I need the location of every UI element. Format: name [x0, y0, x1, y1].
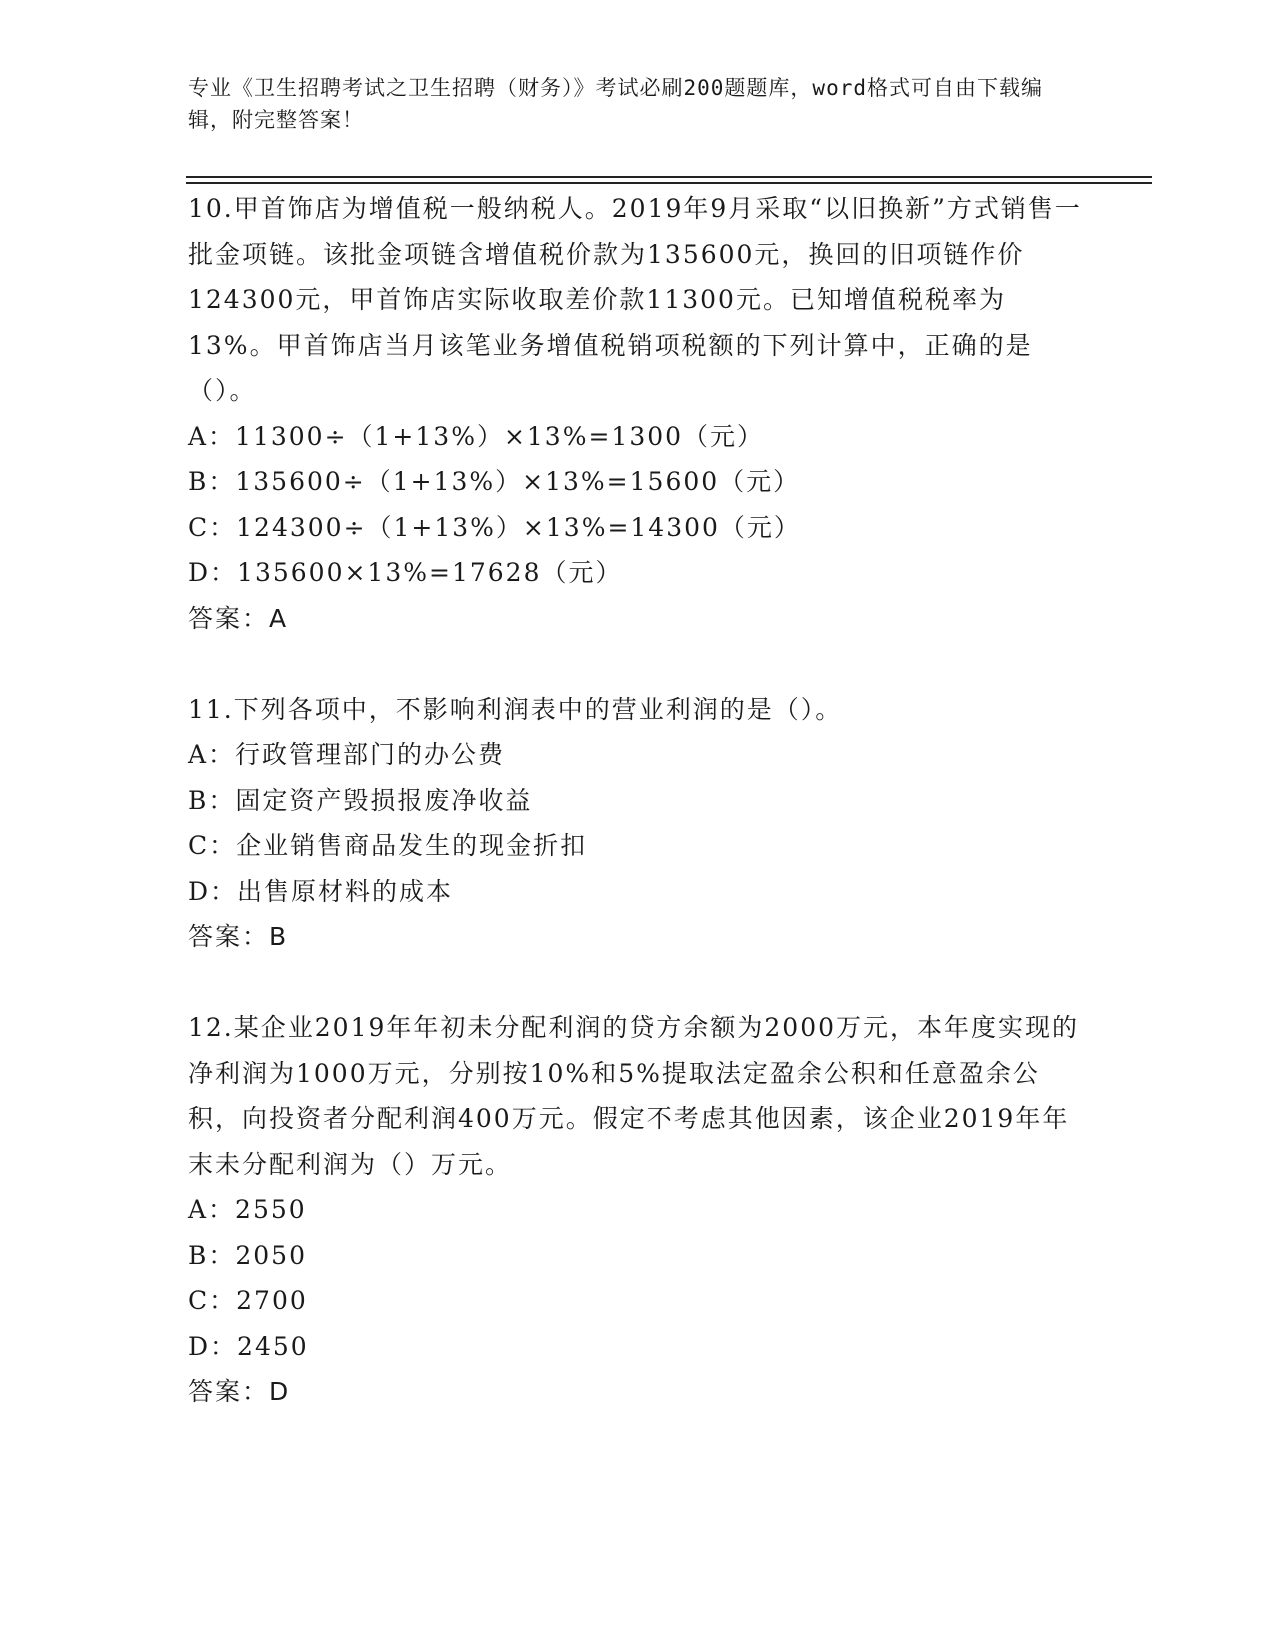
question-stem: 12.某企业2019年年初未分配利润的贷方余额为2000万元，本年度实现的净利润为1000万元，分别按10%和5%提取法定盈余公积和任意盈余公积，向投资者分配利润400万元。假定不考虑其他因素，该企业2019年年末未分配利润为（）万元。 [188, 1013, 1080, 1179]
header-divider-bottom [186, 182, 1152, 184]
answer-label: 答案：B [188, 922, 289, 951]
option-a: A：行政管理部门的办公费 [188, 740, 506, 769]
option-c: C：2700 [188, 1286, 308, 1315]
answer-label: 答案：D [188, 1377, 291, 1406]
option-d: D：135600×13%=17628（元） [188, 558, 623, 587]
question-10 [188, 186, 1088, 641]
option-b: B：固定资产毁损报废净收益 [188, 785, 533, 815]
answer-label: 答案：A [188, 603, 289, 633]
question-12 [188, 1005, 1088, 1415]
question-stem: 11.下列各项中，不影响利润表中的营业利润的是（）。 [188, 694, 843, 724]
header-divider-top [186, 176, 1152, 178]
option-d: D：2450 [188, 1331, 309, 1361]
question-list [188, 186, 1088, 1415]
question-11 [188, 687, 1088, 960]
option-d: D：出售原材料的成本 [188, 876, 454, 906]
option-b: B：135600÷（1+13%）×13%=15600（元） [188, 467, 801, 496]
option-a: A：2550 [188, 1195, 307, 1224]
document-header: 专业《卫生招聘考试之卫生招聘（财务）》考试必刷200题题库，word格式可自由下载编辑，附完整答案！ [188, 76, 1043, 132]
option-a: A：11300÷（1+13%）×13%=1300（元） [188, 421, 765, 451]
option-c: C：企业销售商品发生的现金折扣 [188, 831, 588, 860]
question-stem: 10.甲首饰店为增值税一般纳税人。2019年9月采取“以旧换新”方式销售一批金项链。该批金项链含增值税价款为135600元，换回的旧项链作价124300元，甲首饰店实际收取差价款11300元。已知增值税税率为13%。甲首饰店当月该笔业务增值税销项税额的下列计算中，正确的是（）。 [188, 194, 1082, 405]
option-b: B：2050 [188, 1240, 307, 1270]
option-c: C：124300÷（1+13%）×13%=14300（元） [188, 512, 801, 542]
question-spacer [188, 960, 1088, 1006]
question-spacer [188, 641, 1088, 687]
